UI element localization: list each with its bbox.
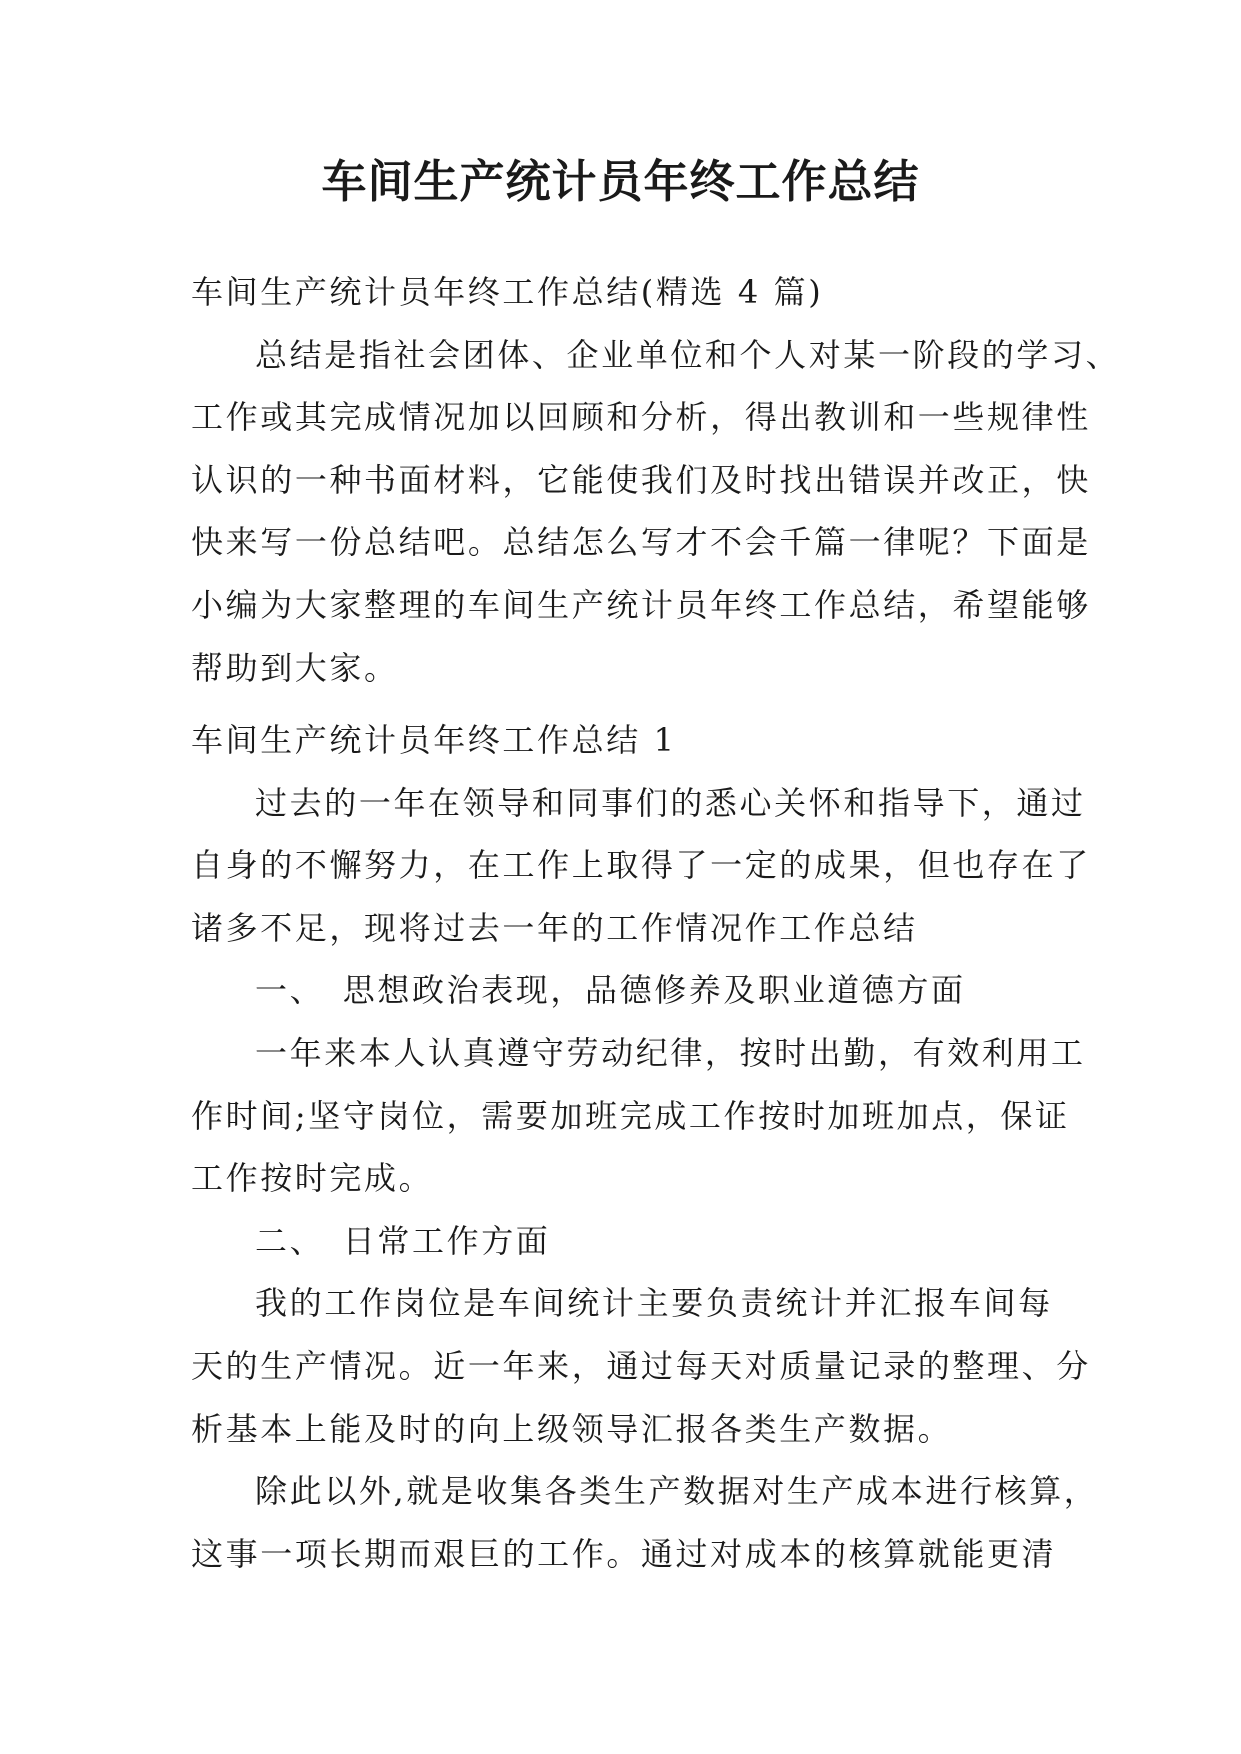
body-line: 诸多不足，现将过去一年的工作情况作工作总结 xyxy=(191,908,918,947)
body-line: 除 此 以 外 , 就 是 收 集 各 类 生 产 数 据 对 生 产 成 本 进 行 核 算 ， xyxy=(255,1472,1099,1511)
body-line: 析基本上能及时的向上级领导汇报各类生产数据。 xyxy=(191,1409,953,1448)
document-title: 车间生产统计员年终工作总结 xyxy=(321,155,920,208)
section-heading: 车间生产统计员年终工作总结 1 xyxy=(191,721,677,759)
section-1-block xyxy=(191,709,1099,1585)
subheading-line: 一、 思想政治表现，品德修养及职业道德方面 xyxy=(255,971,966,1010)
body-line: 自 身 的 不 懈 努 力 ， 在 工 作 上 取 得 了 一 定 的 成 果 ， 但 也 存 在 了 xyxy=(191,846,1091,885)
body-line: 天 的 生 产 情 况 。 近 一 年 来 ， 通 过 每 天 对 质 量 记 录 的 整 理 、 分 xyxy=(191,1346,1091,1385)
body-line: 这 事 一 项 长 期 而 艰 巨 的 工 作 。 通 过 对 成 本 的 核 算 就 能 更 清 xyxy=(191,1534,1057,1573)
intro-line: 快 来 写 一 份 总 结 吧 。 总 结 怎 么 写 才 不 会 千 篇 一 律 呢 ？ 下 面 是 xyxy=(191,523,1091,562)
intro-line: 认 识 的 一 种 书 面 材 料 ， 它 能 使 我 们 及 时 找 出 错 误 并 改 正 ， 快 xyxy=(191,460,1091,499)
body-line: 工作按时完成。 xyxy=(191,1159,434,1198)
intro-block xyxy=(191,261,1121,699)
intro-line: 工 作 或 其 完 成 情 况 加 以 回 顾 和 分 析 ， 得 出 教 训 和 一 些 规 律 性 xyxy=(191,398,1091,437)
body-line: 一 年 来 本 人 认 真 遵 守 劳 动 纪 律 ， 按 时 出 勤 ， 有 效 利 用 工 xyxy=(255,1033,1086,1072)
subheading-line: 二、 日常工作方面 xyxy=(255,1221,551,1260)
body-line: 作 时 间 ; 坚 守 岗 位 ， 需 要 加 班 完 成 工 作 按 时 加 班 加 点 ， 保 证 xyxy=(191,1096,1070,1135)
body-line: 过 去 的 一 年 在 领 导 和 同 事 们 的 悉 心 关 怀 和 指 导 下 ， 通 过 xyxy=(255,783,1086,822)
intro-line: 帮助到大家。 xyxy=(191,648,399,687)
intro-line: 小 编 为 大 家 整 理 的 车 间 生 产 统 计 员 年 终 工 作 总 结 ， 希 望 能 够 xyxy=(191,585,1091,624)
intro-line: 总 结 是 指 社 会 团 体 、 企 业 单 位 和 个 人 对 某 一 阶 段 的 学 习 、 xyxy=(255,335,1121,374)
body-line: 我 的 工 作 岗 位 是 车 间 统 计 主 要 负 责 统 计 并 汇 报 车 间 每 xyxy=(255,1284,1053,1323)
subtitle-line: 车间生产统计员年终工作总结(精选 4 篇) xyxy=(191,273,824,311)
